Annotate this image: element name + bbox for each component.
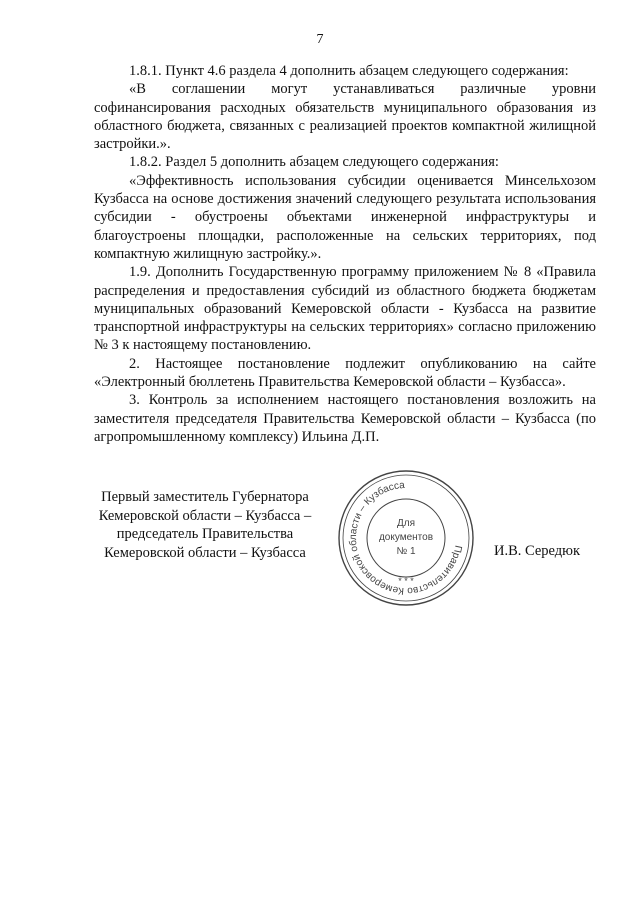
signatory-title-line: председатель Правительства	[116, 526, 294, 542]
paragraph-1-8-1: 1.8.1. Пункт 4.6 раздела 4 дополнить абзацем следующего содержания:	[129, 63, 569, 79]
paragraph-1-8-2: 1.8.2. Раздел 5 дополнить абзацем следующего содержания:	[129, 154, 499, 171]
seal-center-line: № 1	[396, 546, 416, 557]
paragraph-3: 3. Контроль за исполнением настоящего постановления возложить на заместителя председателя Правительства Кемеровской области – Кузбасса (по агропромышленному комплексу) Ильина Д.П.	[94, 392, 596, 445]
document-body	[94, 62, 596, 446]
page-number: 7	[316, 32, 324, 47]
paragraph-1-8-2-text: «Эффективность использования субсидии оценивается Минсельхозом Кузбасса на основе достижения значений следующего результата использования субсидии - обустроены объектами инженерной инфраструктуры и благоустроены площадки, расположенные на сельских территориях, под компактную жилищную застройку.».	[94, 172, 596, 262]
signatory-title-line: Кемеровской области – Кузбасса –	[98, 507, 312, 524]
paragraph-1-9: 1.9. Дополнить Государственную программу приложением № 8 «Правила распределения и предоставления субсидий из областного бюджета бюджетам муниципальных образований Кемеровской области - Кузбасса на развитие транспортной инфраструктуры на сельских территориях» согласно приложению № 3 к настоящему постановлению.	[94, 264, 596, 354]
official-seal	[336, 468, 476, 608]
signatory-title	[80, 488, 330, 562]
signatory-title-line: Первый заместитель Губернатора	[101, 489, 309, 505]
seal-ring-text: Правительство Кемеровской области – Кузбасса	[347, 479, 464, 597]
seal-stars: * * *	[398, 576, 414, 586]
seal-center-line: Для	[396, 518, 416, 529]
paragraph-1-8-1-text: «В соглашении могут устанавливаться различные уровни софинансирования расходных обязательств муниципального образования из областного бюджета, связанных с реализацией проектов компактной жилищной застройки.».	[94, 81, 596, 153]
seal-center-line: документов	[378, 532, 434, 543]
signatory-name: И.В. Середюк	[494, 543, 581, 559]
signatory-title-line: Кемеровской области – Кузбасса	[104, 544, 306, 561]
paragraph-2: 2. Настоящее постановление подлежит опубликованию на сайте «Электронный бюллетень Правительства Кемеровской области – Кузбасса».	[94, 355, 596, 391]
